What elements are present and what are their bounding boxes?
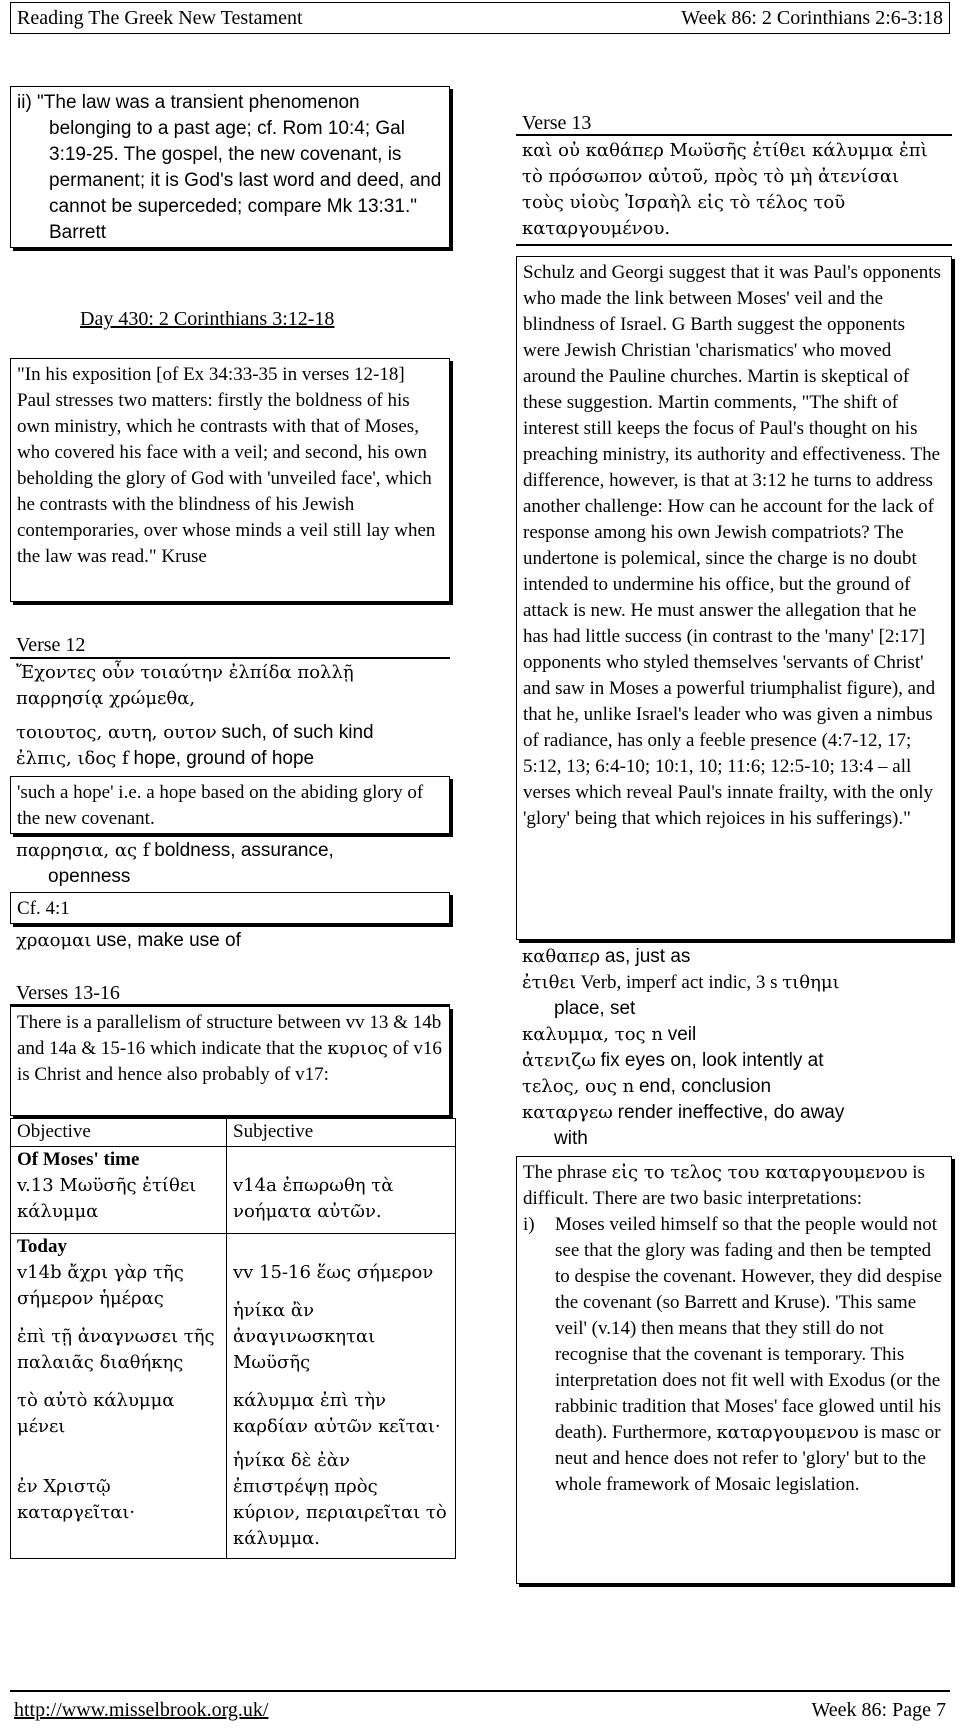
r5c2: ἡνίκα δὲ ἐὰν ἐπιστρέψῃ πρὸς κύριον, περιαιρεῖται τὸ κάλυμμα. xyxy=(233,1450,447,1549)
header-title: Reading The Greek New Testament xyxy=(17,7,303,29)
r3c1: ἐπὶ τῇ ἀναγνωσει τῆς παλαιᾶς διαθήκης xyxy=(17,1326,215,1373)
verse12-heading: Verse 12 xyxy=(16,634,86,656)
footer-page: Week 86: Page 7 xyxy=(811,1699,946,1721)
col-objective: Objective xyxy=(11,1119,227,1147)
kruse-quote: "In his exposition [of Ex 34:33-35 in verses 12-18] Paul stresses two matters: firstly the boldness of his own ministry, which he contrasts with that of Moses, who covered his face with a veil; and second, his own beholding the glory of God with 'unveiled face', which he contrasts with the blindness of his Jewish contemporaries, over whose minds a veil still lay when the law was read." Kruse xyxy=(17,364,436,567)
comparison-table xyxy=(10,1118,456,1559)
vocab-chraomai: χραομαι use, make use of xyxy=(16,930,241,951)
vocab-kathaper: καθαπερ as, just as xyxy=(522,946,691,967)
phrase-intro: The phrase εἰς το τελος του καταργουμενου is difficult. There are two basic interpretations: xyxy=(523,1162,925,1209)
barrett-quote: ii) "The law was a transient phenomenon belonging to a past age; cf. Rom 10:4; Gal 3:19-25. The gospel, the new covenant, is permanent; it is God's last word and deed, and cannot be superceded; compare Mk 13:31." xyxy=(17,92,442,217)
vocab-parresia-cont: openness xyxy=(48,866,131,887)
vocab-kalumma: καλυμμα, τος n veil xyxy=(522,1024,697,1045)
footer-rule xyxy=(10,1690,950,1692)
verse13-greek: καὶ οὐ καθάπερ Μωϋσῆς ἐτίθει κάλυμμα ἐπὶ τὸ πρόσωπον αὐτοῦ, πρὸς τὸ μὴ ἀτενίσαι τοὺς υἱοὺς Ἰσραὴλ εἰς τὸ τέλος τοῦ καταργουμένου. xyxy=(522,140,928,239)
schulz-martin-note: Schulz and Georgi suggest that it was Paul's opponents who made the link between Moses' veil and the blindness of Israel. G Barth suggest the opponents were Jewish Christian 'charismatics' who moved around the Pauline churches. Martin is skeptical of these suggestion. Martin comments, "The shift of interest still keeps the focus of Paul's thought on his preaching ministry, its authority and effectiveness. The difference, however, is that at 3:12 he turns to address another challenge: How can he account for the lack of response among his own Jewish compatriots? The undertone is polemical, since the charge is no doubt intended to undermine his office, but the ground of attack is new. He must answer the allegation that he has had little success (in contrast to the 'many' [2:17] opponents who styled themselves 'servants of Christ' and saw in Moses a powerful triumphalist figure), and that he, unlike Israel's leader who was given a nimbus of radiance, has only a feeble presence (4:7-12, 17; 5:12, 13; 6:4-10; 10:1, 10; 11:6; 12:5-10; 13:4 – all verses which reveal Paul's innate frailty, with the only 'glory' being that which rejoices in his sufferings)." xyxy=(523,262,941,829)
vocab-katargeo-cont: with xyxy=(554,1128,588,1149)
vocab-etithei: ἐτιθει Verb, imperf act indic, 3 s τιθημι xyxy=(522,972,840,993)
verse12-rule xyxy=(10,657,450,659)
cf-note: Cf. 4:1 xyxy=(17,898,70,919)
verses1316-heading: Verses 13-16 xyxy=(16,982,120,1004)
parallelism-box xyxy=(10,1006,450,1116)
vocab-etithei-cont: place, set xyxy=(554,998,636,1019)
page-header xyxy=(10,2,950,34)
kruse-quote-box xyxy=(10,358,450,602)
phrase-box xyxy=(516,1156,952,1584)
col-subjective: Subjective xyxy=(227,1119,456,1147)
r1c2: v14a ἐπωρωθη τὰ νοήματα αὐτῶν. xyxy=(233,1175,394,1222)
vocab-toioutos: τοιουτος, αυτη, ουτον such, of such kind xyxy=(16,722,374,743)
moses-label: Of Moses' time xyxy=(17,1149,140,1170)
day-heading: Day 430: 2 Corinthians 3:12-18 xyxy=(80,308,335,330)
verse13-rule-bottom xyxy=(516,244,952,246)
hope-note: 'such a hope' i.e. a hope based on the abiding glory of the new covenant. xyxy=(17,782,424,829)
r3c2: ἡνίκα ἂν ἀναγινωσκηται Μωϋσῆς xyxy=(233,1300,376,1373)
verse12-greek: Ἔχοντες οὖν τοιαύτην ἐλπίδα πολλῇ παρρησίᾳ χρώμεθα, xyxy=(16,662,354,709)
r5c1: ἐν Χριστῷ καταργεῖται· xyxy=(17,1476,136,1523)
schulz-box xyxy=(516,256,952,940)
today-cell xyxy=(11,1234,227,1553)
today-subj-cell xyxy=(227,1234,456,1553)
r4c2: κάλυμμα ἐπὶ τὴν καρδίαν αὐτῶν κεῖται· xyxy=(233,1390,441,1437)
vocab-katargeo: καταργεω render ineffective, do away xyxy=(522,1102,845,1123)
interp-number: i) xyxy=(523,1214,535,1235)
today-label: Today xyxy=(17,1236,67,1257)
vocab-elpis: ἐλπις, ιδος f hope, ground of hope xyxy=(16,748,315,769)
cf-box xyxy=(10,892,450,924)
barrett-quote-box xyxy=(10,86,450,248)
vocab-parresia: παρρησια, ας f boldness, assurance, xyxy=(16,840,334,861)
header-week: Week 86: 2 Corinthians 2:6-3:18 xyxy=(681,7,943,29)
parallelism-note: There is a parallelism of structure between vv 13 & 14b and 14a & 15-16 which indicate that the κυριος of v16 is Christ and hence also probably of v17: xyxy=(17,1012,442,1085)
vocab-atenizo: ἀτενιζω fix eyes on, look intently at xyxy=(522,1050,824,1071)
moses-cell xyxy=(11,1147,227,1234)
r1c1: v.13 Μωϋσῆς ἐτίθει κάλυμμα xyxy=(17,1175,197,1222)
footer-link[interactable]: http://www.misselbrook.org.uk/ xyxy=(14,1699,269,1721)
hope-box xyxy=(10,776,450,834)
interpretation-i: i) Moses veiled himself so that the people would not see that the glory was fading and then be tempted to despise the covenant. However, they did despise the covenant (so Barrett and Kruse). 'This same veil' (v.14) then means that they still do not recognise that the covenant is temporary. This interpretation does not fit well with Exodus (or the rabbinic tradition that Moses' face glowed until his death). Furthermore, καταργουμενου is masc or neut and hence does not refer to 'glory' but to the whole framework of Mosaic legislation. xyxy=(523,1214,943,1495)
r1c2-cell xyxy=(227,1147,456,1234)
r2c2: vv 15-16 ἕως σήμερον xyxy=(233,1262,434,1283)
barrett-author: Barrett xyxy=(49,222,107,243)
vocab-telos: τελος, ους n end, conclusion xyxy=(522,1076,772,1097)
verse13-heading: Verse 13 xyxy=(522,112,592,134)
r2c1: v14b ἄχρι γὰρ τῆς σήμερον ἡμέρας xyxy=(17,1262,184,1309)
verse13-rule xyxy=(516,134,952,136)
r4c1: τὸ αὐτὸ κάλυμμα μένει xyxy=(17,1390,175,1437)
